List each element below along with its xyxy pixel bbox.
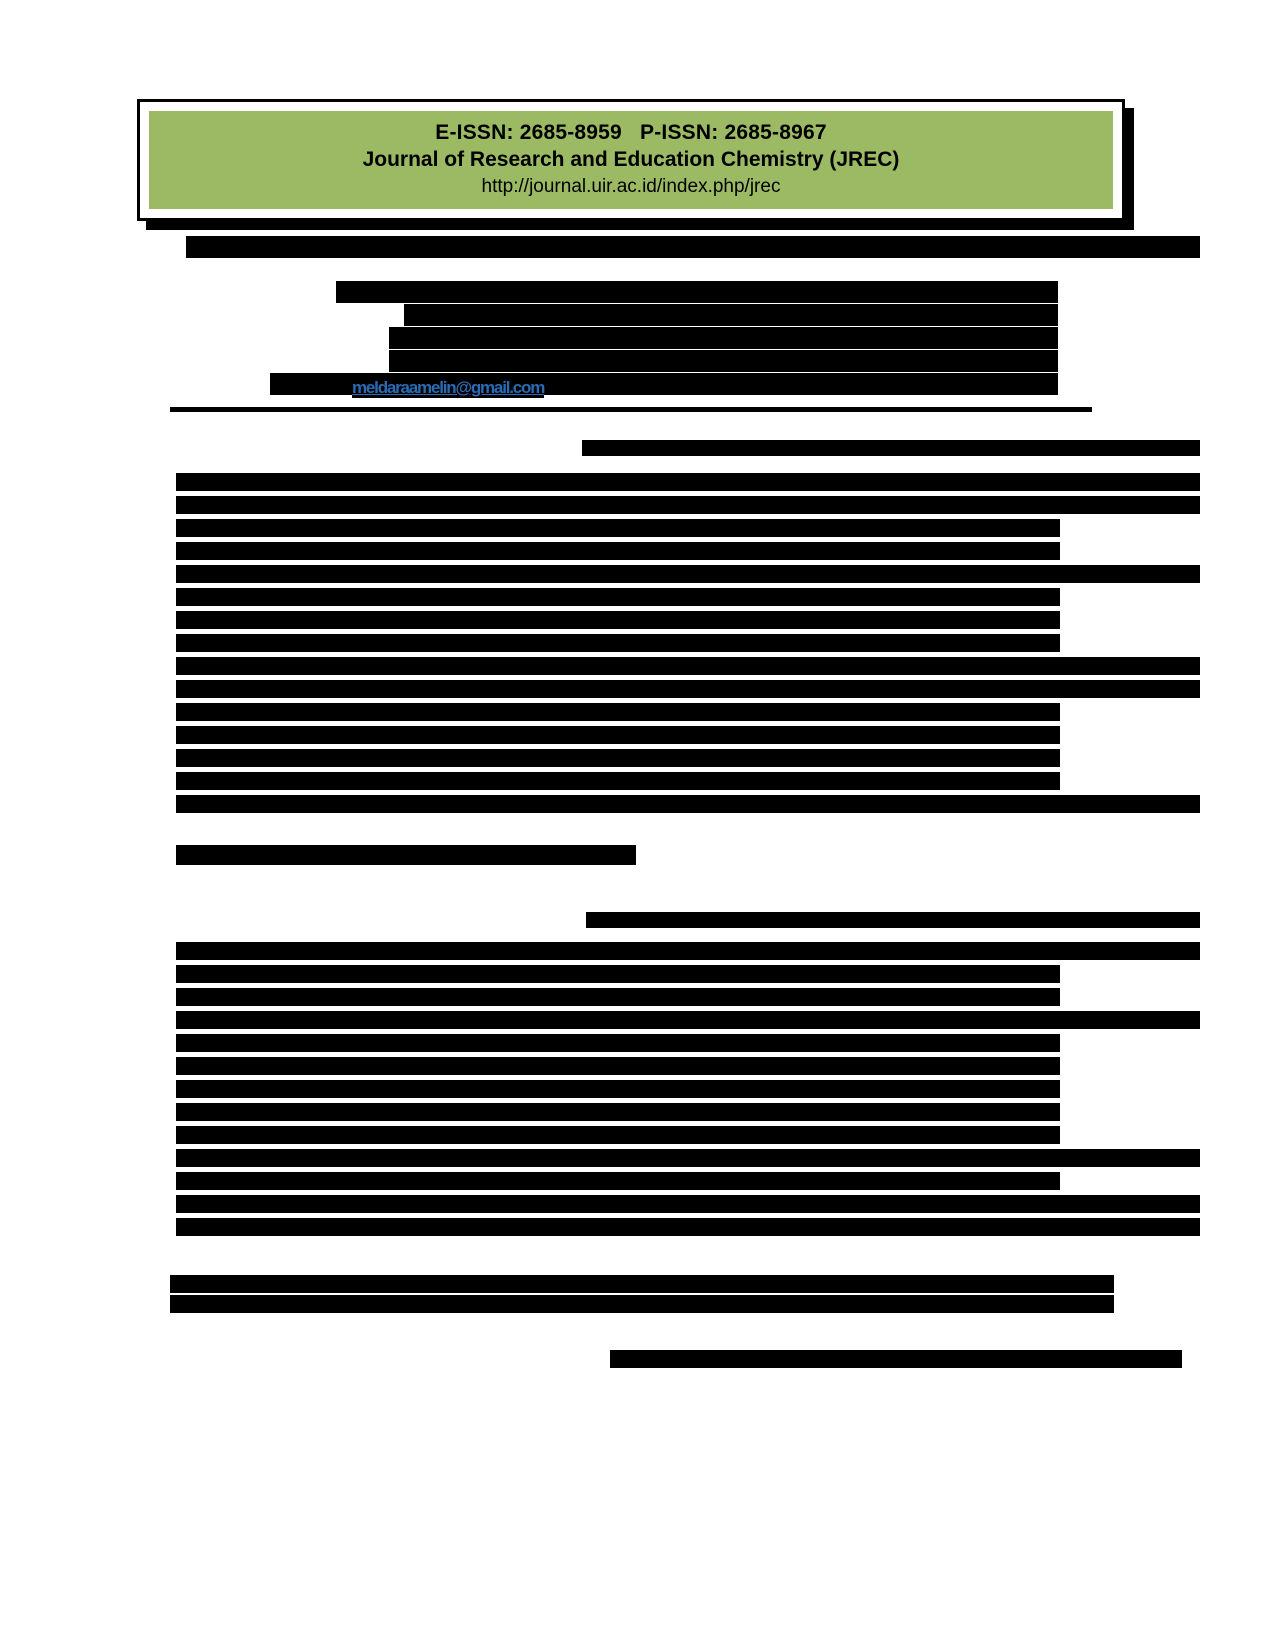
redacted-text-block [176, 657, 1200, 675]
journal-header-banner [137, 99, 1125, 221]
redacted-text-block [176, 988, 1060, 1006]
redacted-text-block [176, 1195, 1200, 1213]
redacted-text-block [176, 845, 636, 865]
redacted-text-block [176, 611, 1060, 629]
redacted-text-block [170, 1275, 1114, 1293]
redacted-text-block [586, 912, 1200, 928]
redacted-text-block [176, 1103, 1060, 1121]
redacted-text-block [176, 965, 1060, 983]
redacted-text-block [389, 350, 1058, 372]
redacted-text-block [176, 726, 1060, 744]
redacted-text-block [176, 942, 1200, 960]
redacted-text-block [176, 496, 1200, 514]
redacted-text-block [176, 542, 1060, 560]
redacted-text-block [176, 588, 1060, 606]
redacted-text-block [176, 749, 1060, 767]
journal-url[interactable]: http://journal.uir.ac.id/index.php/jrec [481, 175, 781, 197]
redacted-text-block [389, 327, 1058, 349]
journal-title: Journal of Research and Education Chemistry (JREC) [362, 147, 900, 171]
redacted-text-block [176, 1057, 1060, 1075]
author-email-link[interactable]: meldaraamelin@gmail.com [352, 378, 545, 397]
redacted-text-block [176, 473, 1200, 491]
redacted-text-block [170, 1295, 1114, 1313]
redacted-text-block [176, 519, 1060, 537]
redacted-text-block [186, 236, 1200, 258]
redacted-text-block [176, 1149, 1200, 1167]
redacted-text-block [582, 440, 1200, 456]
redacted-text-block [176, 1080, 1060, 1098]
redacted-text-block [176, 634, 1060, 652]
redacted-text-block [176, 565, 1200, 583]
redacted-text-block [176, 1126, 1060, 1144]
redacted-text-block [610, 1350, 1182, 1368]
banner-inner [149, 111, 1113, 209]
redacted-text-block [336, 281, 1058, 303]
redacted-text-block [176, 1218, 1200, 1236]
redacted-text-block [176, 1034, 1060, 1052]
redacted-text-block [176, 703, 1060, 721]
redacted-text-block [176, 772, 1060, 790]
redacted-text-block [176, 795, 1200, 813]
redacted-text-block [404, 304, 1058, 326]
redacted-text-block [176, 1011, 1200, 1029]
header-divider-rule [170, 407, 1092, 412]
redacted-text-block [176, 680, 1200, 698]
issn-line: E-ISSN: 2685-8959 P-ISSN: 2685-8967 [435, 121, 827, 145]
redacted-text-block [176, 1172, 1060, 1190]
